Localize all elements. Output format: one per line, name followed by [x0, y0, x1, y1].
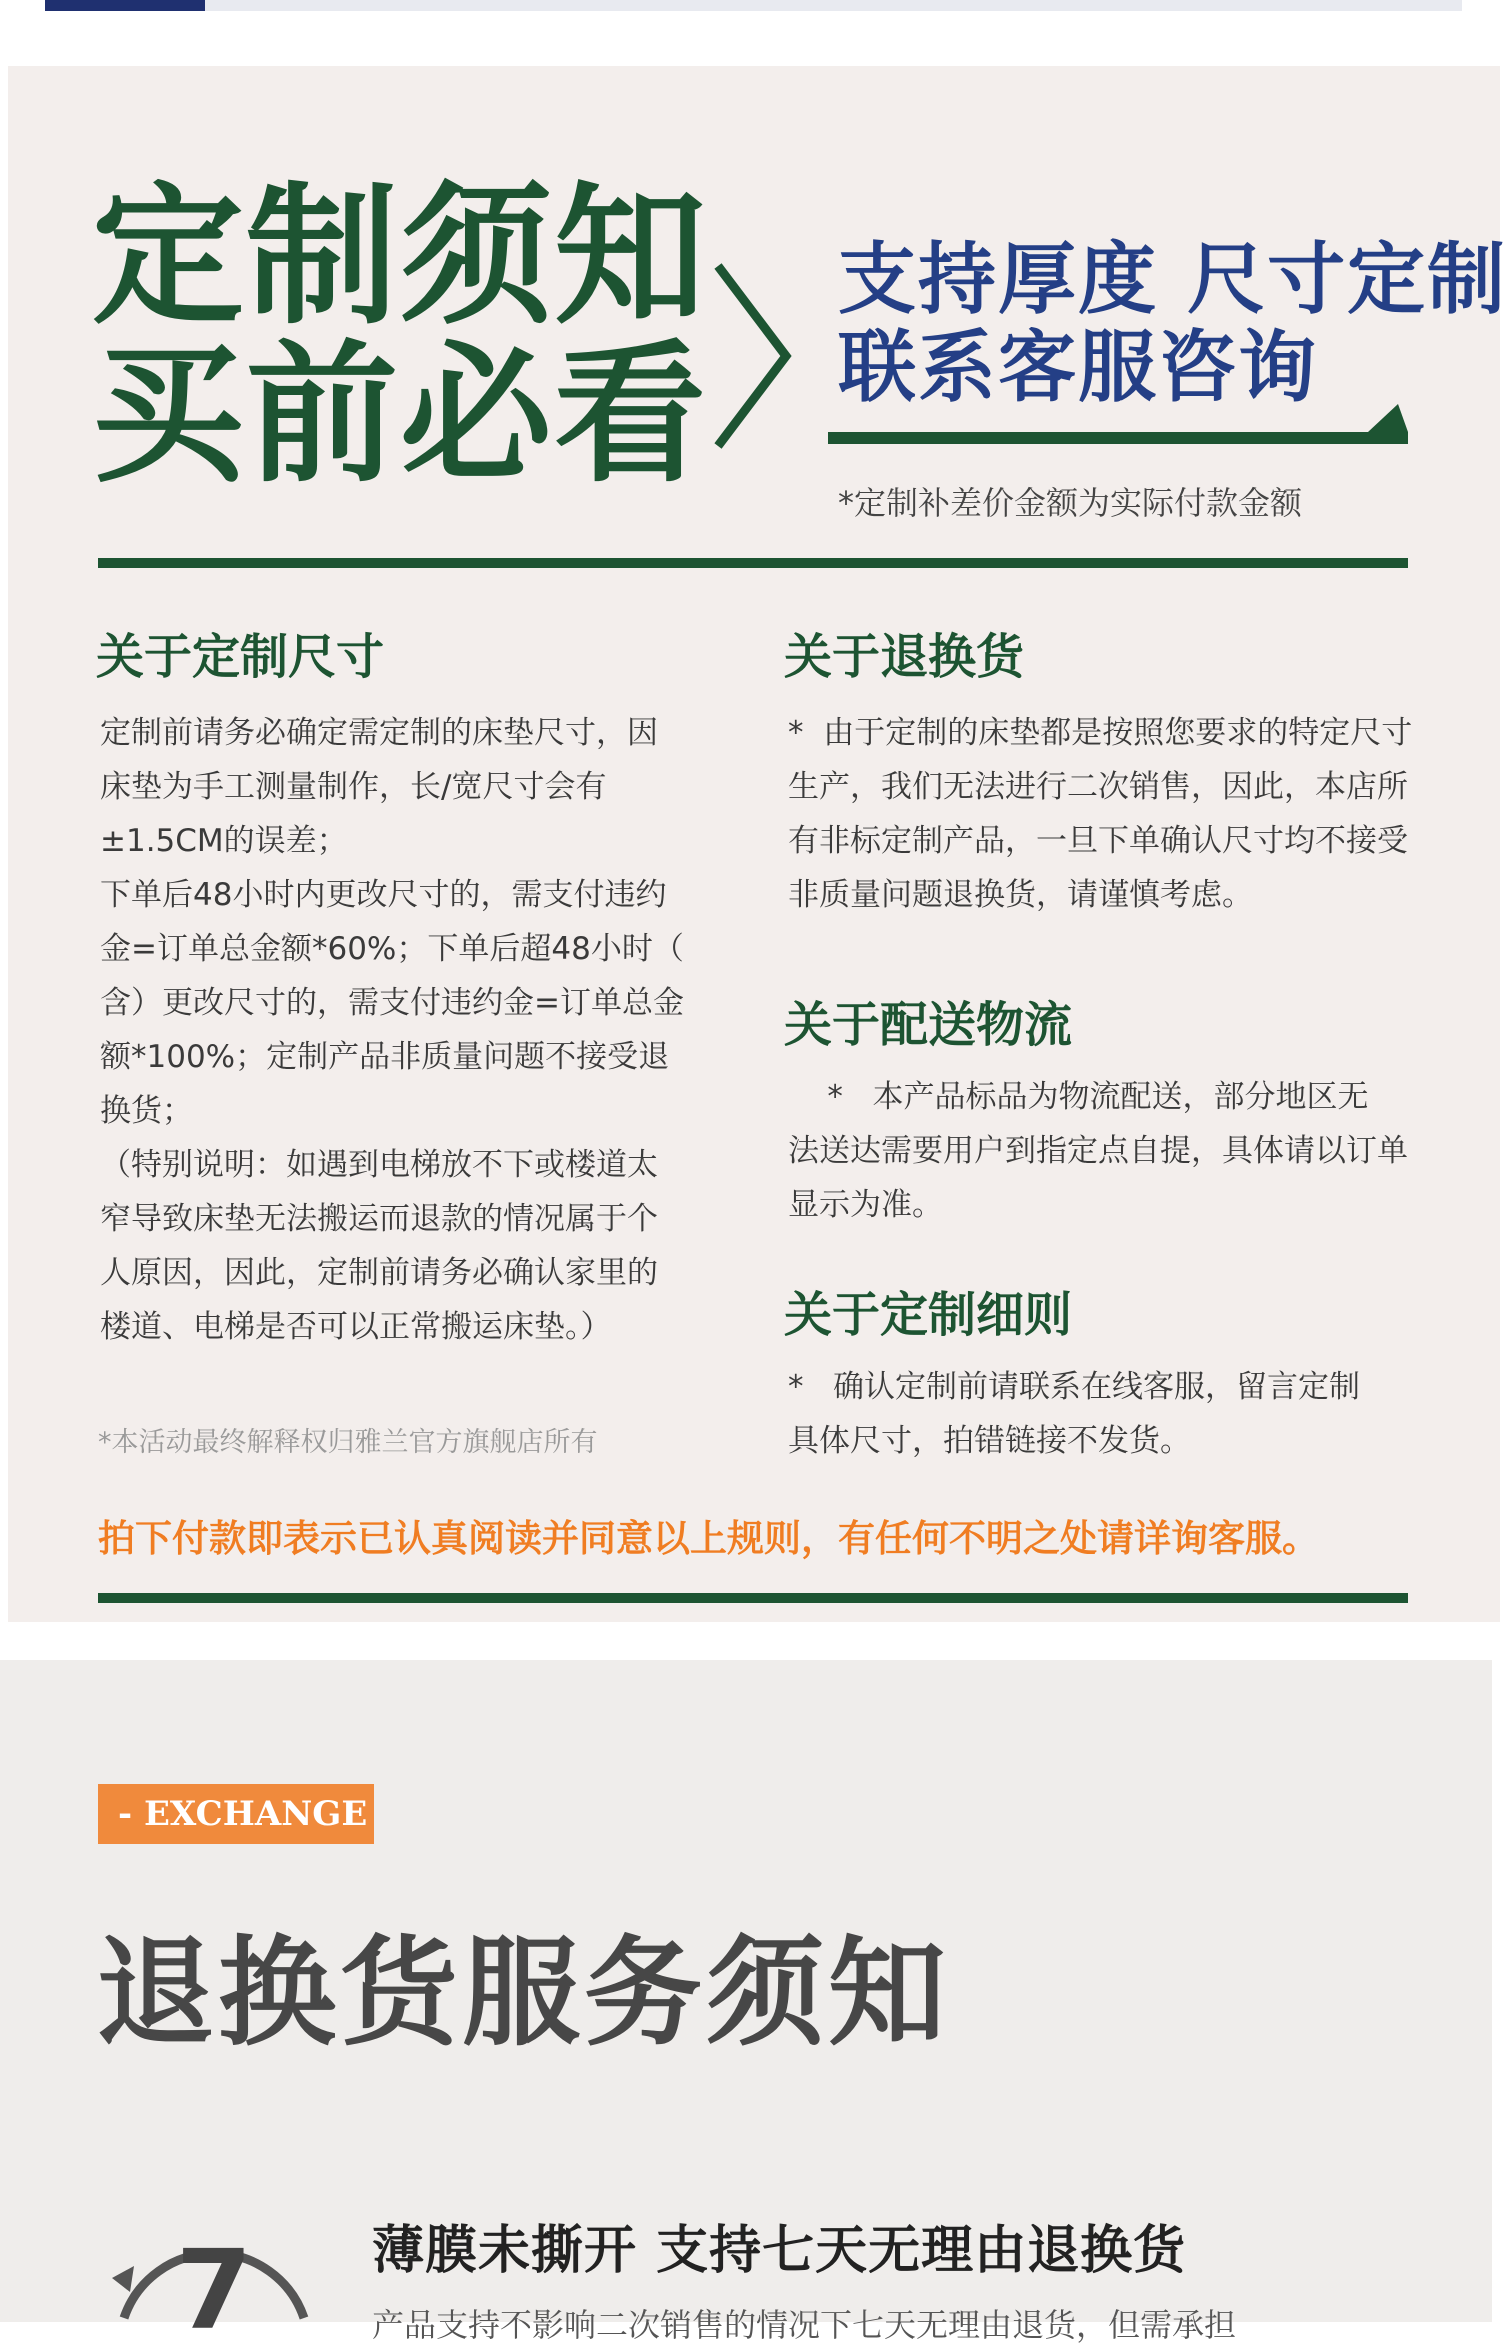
policy-heading: 薄膜未撕开 支持七天无理由退换货 [372, 2221, 1187, 2281]
title-line-1: 定制须知 [92, 168, 708, 345]
top-progress-fill [45, 0, 205, 11]
disclaimer-footnote: *本活动最终解释权归雅兰官方旗舰店所有 [98, 1427, 598, 1458]
size-line: 窄导致床垫无法搬运而退款的情况属于个 [100, 1201, 658, 1237]
returns-line: 非质量问题退换货，请谨慎考虑。 [788, 877, 1253, 913]
rules-paragraph [788, 1360, 1360, 1468]
returns-line: 有非标定制产品，一旦下单确认尺寸均不接受 [788, 823, 1408, 859]
size-line: （特别说明：如遇到电梯放不下或楼道太 [100, 1147, 658, 1183]
delivery-paragraph [788, 1070, 1408, 1232]
seven-day-return-icon [104, 2208, 324, 2346]
returns-heading: 关于退换货 [784, 629, 1025, 685]
support-title [838, 236, 1507, 412]
price-difference-note: *定制补差价金额为实际付款金额 [838, 484, 1303, 522]
size-heading: 关于定制尺寸 [96, 629, 385, 685]
delivery-heading: 关于配送物流 [784, 997, 1073, 1053]
top-progress-track [45, 0, 1462, 11]
policy-text: 产品支持不影响二次销售的情况下七天无理由退货，但需承担 [372, 2306, 1237, 2344]
exchange-title: 退换货服务须知 [96, 1923, 951, 2062]
delivery-line: * 本产品标品为物流配送，部分地区无 [788, 1079, 1369, 1115]
agreement-notice: 拍下付款即表示已认真阅读并同意以上规则，有任何不明之处请详询客服。 [98, 1517, 1319, 1560]
chevron-right-icon [708, 256, 798, 456]
size-line: 床垫为手工测量制作，长/宽尺寸会有 [100, 769, 607, 805]
title-line-2: 买前必看 [92, 326, 708, 503]
support-line-2: 联系客服咨询 [838, 323, 1319, 413]
size-line: 含）更改尺寸的，需支付违约金=订单总金 [100, 985, 684, 1021]
size-line: 金=订单总金额*60%；下单后超48小时（ [100, 931, 684, 967]
delivery-line: 法送达需要用户到指定点自提，具体请以订单 [788, 1133, 1408, 1169]
size-line: ±1.5CM的误差； [100, 823, 348, 859]
exchange-tag: - EXCHANGE [98, 1784, 374, 1844]
rules-line: 具体尺寸，拍错链接不发货。 [788, 1423, 1191, 1459]
seven-icon-number: 7 [175, 2226, 253, 2346]
size-line: 额*100%；定制产品非质量问题不接受退 [100, 1039, 670, 1075]
exchange-section [0, 1660, 1492, 2346]
size-line: 定制前请务必确定需定制的床垫尺寸，因 [100, 715, 658, 751]
custom-notice-section [8, 66, 1507, 1622]
returns-line: * 由于定制的床垫都是按照您要求的特定尺寸 [788, 715, 1413, 751]
rules-line: * 确认定制前请联系在线客服，留言定制 [788, 1369, 1361, 1405]
delivery-line: 显示为准。 [788, 1187, 943, 1223]
size-line: 换货； [100, 1093, 193, 1129]
rules-heading: 关于定制细则 [784, 1287, 1073, 1343]
size-paragraph [100, 706, 684, 1354]
size-line: 楼道、电梯是否可以正常搬运床垫。） [100, 1309, 612, 1345]
returns-paragraph [788, 706, 1412, 922]
underline-arrow-icon [828, 402, 1418, 452]
divider-bottom [98, 1593, 1408, 1603]
size-line: 人原因，因此，定制前请务必确认家里的 [100, 1255, 658, 1291]
size-line: 下单后48小时内更改尺寸的，需支付违约 [100, 877, 667, 913]
support-line-1: 支持厚度 尺寸定制 [838, 235, 1507, 325]
divider-top [98, 558, 1408, 568]
notice-big-title [92, 168, 708, 503]
returns-line: 生产，我们无法进行二次销售，因此，本店所 [788, 769, 1408, 805]
